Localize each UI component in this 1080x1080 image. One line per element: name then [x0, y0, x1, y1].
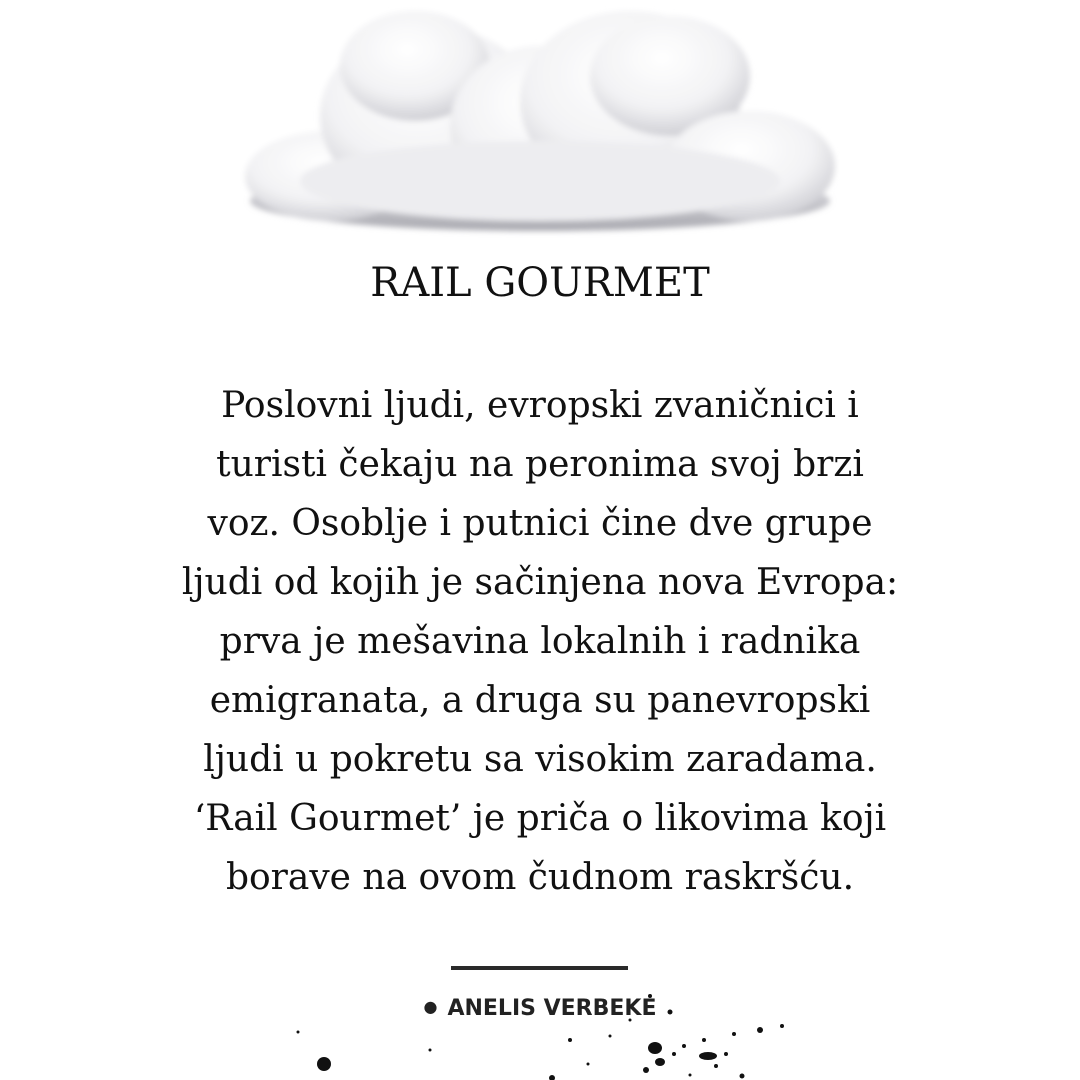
description-line: ‘Rail Gourmet’ je priča o likovima koji [193, 798, 887, 839]
description-line: ljudi u pokretu sa visokim zaradama. [203, 739, 877, 780]
author-name: ANELIS VERBEKE [447, 996, 657, 1021]
description-text [150, 376, 930, 907]
description-line: turisti čekaju na peronima svoj brzi [216, 444, 864, 485]
page-title: RAIL GOURMET [370, 260, 710, 306]
divider [451, 966, 628, 970]
ink-splatter-decoration [280, 980, 800, 1080]
bullet-icon: ● [423, 997, 438, 1016]
description-line: ljudi od kojih je sačinjena nova Evropa: [181, 562, 899, 603]
description-line: voz. Osoblje i putnici čine dve grupe [207, 503, 873, 544]
description-line: prva je mešavina lokalnih i radnika [219, 621, 861, 662]
cloud-illustration [240, 6, 840, 242]
author-credit [0, 996, 1080, 1021]
description-line: emigranata, a druga su panevropski [209, 680, 871, 721]
description-line: Poslovni ljudi, evropski zvaničnici i [221, 385, 859, 426]
description-line: borave na ovom čudnom raskršću. [225, 857, 855, 898]
